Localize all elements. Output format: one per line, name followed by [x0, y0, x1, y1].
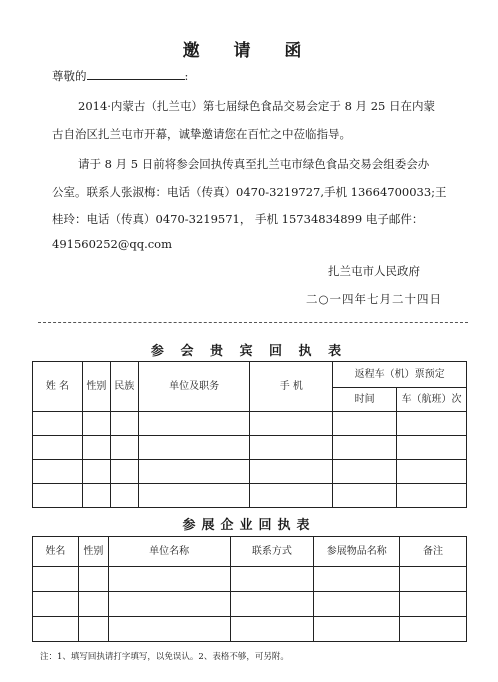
issuer: 扎兰屯市人民政府 — [328, 264, 420, 278]
table-cell[interactable] — [138, 460, 250, 484]
body-line-6: 491560252@qq.com — [52, 237, 172, 251]
greeting-colon: : — [184, 69, 189, 83]
col-trip-header: 车（航班）次 — [397, 388, 467, 412]
table-cell[interactable] — [314, 592, 400, 617]
col-gender-header: 性别 — [82, 362, 110, 412]
table-cell[interactable] — [397, 436, 467, 460]
table-cell[interactable] — [400, 592, 467, 617]
table-cell[interactable] — [250, 484, 333, 508]
table-cell[interactable] — [314, 617, 400, 642]
table-cell[interactable] — [82, 484, 110, 508]
table-cell[interactable] — [250, 412, 333, 436]
table-row — [33, 617, 467, 642]
table-cell[interactable] — [33, 592, 79, 617]
col-remark-header: 备注 — [400, 537, 467, 567]
table-cell[interactable] — [33, 484, 83, 508]
table-cell[interactable] — [110, 460, 138, 484]
footnote: 注：1、填写回执请打字填写，以免误认。2、表格不够，可另附。 — [40, 652, 289, 662]
table-cell[interactable] — [78, 567, 108, 592]
col-time-header: 时间 — [333, 388, 397, 412]
body-line-4: 公室。联系人张淑梅：电话（传真）0470-3219727,手机 13664700033;王 — [52, 185, 447, 199]
col-name-header: 姓 名 — [33, 362, 83, 412]
exhibitor-table-title: 参展企业回执表 — [182, 518, 316, 533]
greeting-text: 尊敬的 — [52, 69, 87, 83]
table-cell[interactable] — [78, 617, 108, 642]
table-cell[interactable] — [230, 567, 314, 592]
guest-table — [32, 361, 467, 508]
table-cell[interactable] — [138, 412, 250, 436]
table-row — [33, 592, 467, 617]
table-cell[interactable] — [78, 592, 108, 617]
table-row — [33, 412, 467, 436]
table-cell[interactable] — [82, 436, 110, 460]
table-row — [33, 460, 467, 484]
table-cell[interactable] — [333, 412, 397, 436]
table-cell[interactable] — [108, 567, 230, 592]
body-line-5: 桂玲：电话（传真）0470-3219571， 手机 15734834899 电子邮件： — [52, 212, 424, 226]
table-cell[interactable] — [110, 436, 138, 460]
table-cell[interactable] — [400, 567, 467, 592]
col-contact-header: 联系方式 — [230, 537, 314, 567]
body-line-3: 请于 8 月 5 日前将参会回执传真至扎兰屯市绿色食品交易会组委会办 — [78, 157, 430, 171]
issue-date: 二○一四年七月二十四日 — [306, 292, 443, 306]
greeting-line — [52, 68, 188, 84]
table-cell[interactable] — [397, 460, 467, 484]
col-unit-header: 单位名称 — [108, 537, 230, 567]
table-cell[interactable] — [110, 412, 138, 436]
cut-divider — [38, 322, 468, 323]
table-cell[interactable] — [108, 592, 230, 617]
table-cell[interactable] — [110, 484, 138, 508]
guest-table-title: 参 会 贵 宾 回 执 表 — [150, 344, 348, 359]
table-cell[interactable] — [397, 412, 467, 436]
col-ethnicity-header: 民族 — [110, 362, 138, 412]
body-line-1: 2014·内蒙古（扎兰屯）第七届绿色食品交易会定于 8 月 25 日在内蒙 — [78, 99, 435, 113]
table-cell[interactable] — [230, 592, 314, 617]
table-cell[interactable] — [33, 617, 79, 642]
letter-title: 邀 请 函 — [182, 41, 316, 61]
table-row — [33, 567, 467, 592]
table-cell[interactable] — [314, 567, 400, 592]
table-cell[interactable] — [82, 460, 110, 484]
table-cell[interactable] — [33, 460, 83, 484]
table-cell[interactable] — [138, 436, 250, 460]
col-name-header: 姓名 — [33, 537, 79, 567]
table-row — [33, 436, 467, 460]
table-cell[interactable] — [333, 460, 397, 484]
table-cell[interactable] — [250, 460, 333, 484]
table-cell[interactable] — [397, 484, 467, 508]
recipient-blank — [87, 69, 185, 80]
body-line-2: 古自治区扎兰屯市开幕，诚挚邀请您在百忙之中莅临指导。 — [52, 127, 351, 141]
table-cell[interactable] — [230, 617, 314, 642]
table-cell[interactable] — [33, 567, 79, 592]
table-cell[interactable] — [333, 484, 397, 508]
col-phone-header: 手 机 — [250, 362, 333, 412]
exhibitor-table — [32, 536, 467, 642]
table-cell[interactable] — [82, 412, 110, 436]
table-cell[interactable] — [333, 436, 397, 460]
table-cell[interactable] — [108, 617, 230, 642]
col-goods-header: 参展物品名称 — [314, 537, 400, 567]
table-cell[interactable] — [400, 617, 467, 642]
table-row — [33, 484, 467, 508]
table-cell[interactable] — [33, 412, 83, 436]
table-cell[interactable] — [33, 436, 83, 460]
col-gender-header: 性别 — [78, 537, 108, 567]
table-cell[interactable] — [138, 484, 250, 508]
table-cell[interactable] — [250, 436, 333, 460]
col-ticket-header: 返程车（机）票预定 — [333, 362, 467, 388]
col-unit-header: 单位及职务 — [138, 362, 250, 412]
